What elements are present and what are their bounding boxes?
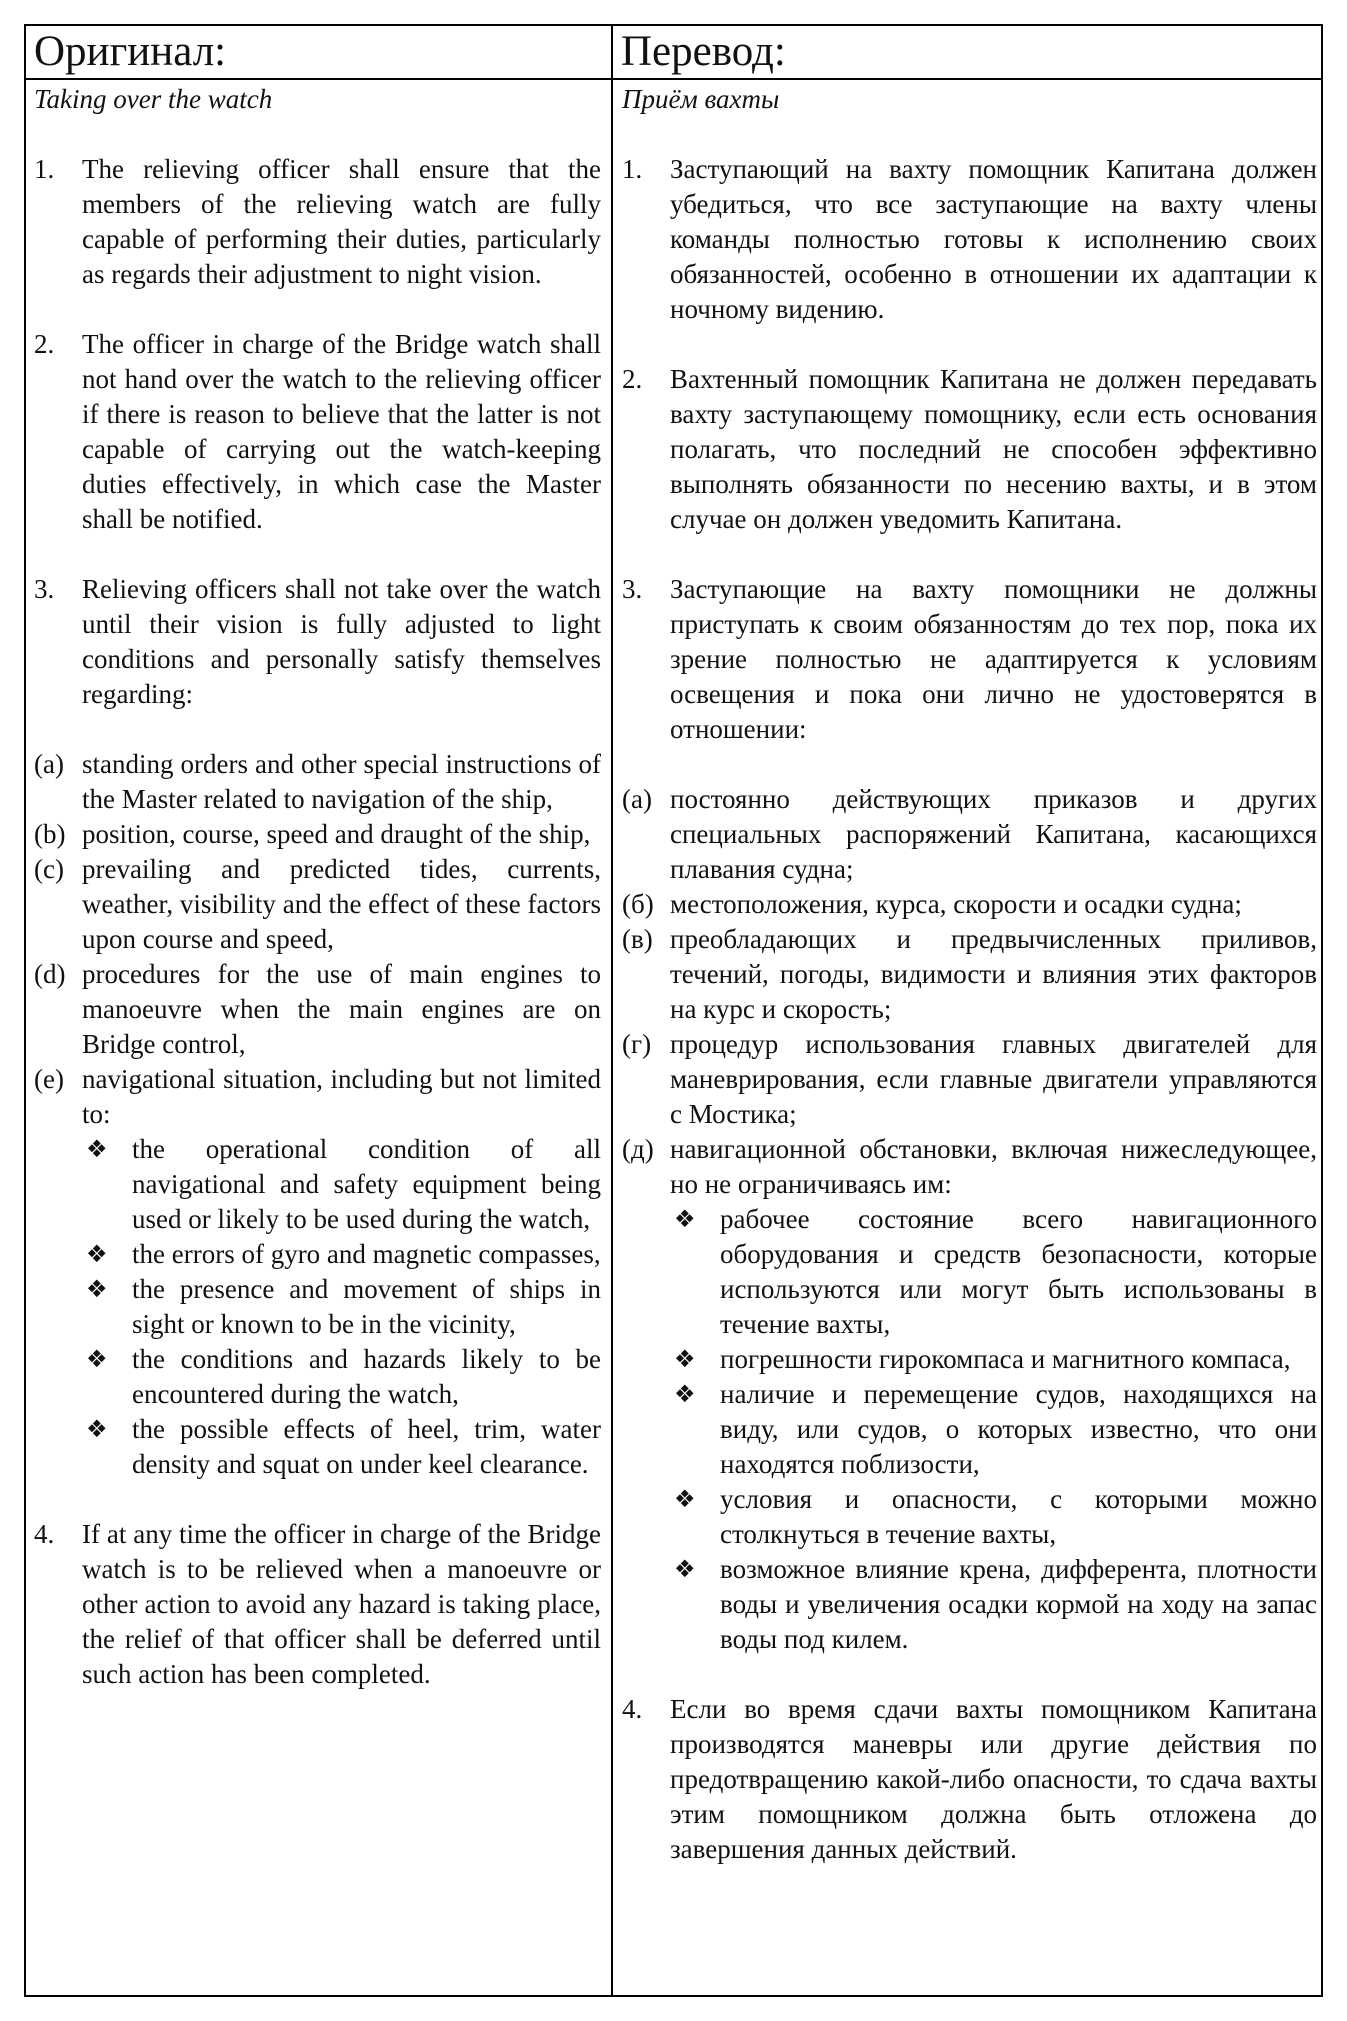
- diamond-bullet-icon: ❖: [674, 1485, 696, 1513]
- sub-item: [622, 922, 1317, 1027]
- item-number: 1.: [34, 154, 55, 184]
- bilingual-table: [24, 24, 1323, 1997]
- section-subtitle: Приём вахты: [622, 84, 780, 114]
- bullet-list: [670, 1202, 1317, 1657]
- sub-item-text: местоположения, курса, скорости и осадки судна;: [670, 889, 1242, 919]
- diamond-bullet-icon: ❖: [674, 1555, 696, 1583]
- sub-item-letter: (г): [622, 1029, 652, 1059]
- diamond-bullet-icon: ❖: [86, 1275, 108, 1303]
- sub-item-text: position, course, speed and draught of the ship,: [82, 819, 591, 849]
- bullet-item: [670, 1377, 1317, 1482]
- sub-item-text: навигационной обстановки, включая нижеследующее, но не ограничиваясь им:: [670, 1134, 1317, 1199]
- bullet-item: [82, 1132, 601, 1237]
- sub-item-text: procedures for the use of main engines to manoeuvre when the main engines are on Bridge control,: [82, 959, 601, 1059]
- sub-item: [34, 852, 601, 957]
- bullet-text: the operational condition of all navigational and safety equipment being used or likely to be used during the watch,: [132, 1134, 601, 1234]
- item-number: 1.: [622, 154, 643, 184]
- translation-column: [622, 82, 1317, 1867]
- sub-item: [622, 782, 1317, 887]
- bullet-item: [82, 1342, 601, 1412]
- list-item: [34, 572, 601, 712]
- sub-item-letter: (d): [34, 959, 66, 989]
- sub-item-text: navigational situation, including but not limited to:: [82, 1064, 601, 1129]
- bullet-text: the presence and movement of ships in sight or known to be in the vicinity,: [132, 1274, 601, 1339]
- item-text: The relieving officer shall ensure that the members of the relieving watch are fully capable of performing their duties, particularly as regards their adjustment to night vision.: [82, 154, 601, 289]
- bullet-text: наличие и перемещение судов, находящихся на виду, или судов, о которых известно, что они находятся поблизости,: [720, 1379, 1317, 1479]
- diamond-bullet-icon: ❖: [86, 1415, 108, 1443]
- bullet-item: [670, 1342, 1317, 1377]
- diamond-bullet-icon: ❖: [674, 1380, 696, 1408]
- sub-item-letter: (a): [34, 749, 64, 779]
- original-column: [34, 82, 601, 1692]
- header-divider: [26, 78, 1321, 80]
- bullet-item: [82, 1272, 601, 1342]
- sub-item-text: преобладающих и предвычисленных приливов, течений, погоды, видимости и влияния этих факторов на курс и скорость;: [670, 924, 1317, 1024]
- bullet-text: возможное влияние крена, дифферента, плотности воды и увеличения осадки кормой на ходу на запас воды под килем.: [720, 1554, 1317, 1654]
- header-translation: Перевод:: [621, 28, 786, 75]
- sub-item-letter: (в): [622, 924, 653, 954]
- list-item: [622, 1692, 1317, 1867]
- bullet-text: условия и опасности, с которыми можно столкнуться в течение вахты,: [720, 1484, 1317, 1549]
- list-item: [34, 152, 601, 292]
- item-text: The officer in charge of the Bridge watch shall not hand over the watch to the relieving officer if there is reason to believe that the latter is not capable of carrying out the watch-keeping duties effectively, in which case the Master shall be notified.: [82, 329, 601, 534]
- bullet-list: [82, 1132, 601, 1482]
- diamond-bullet-icon: ❖: [86, 1135, 108, 1163]
- sub-item-text: prevailing and predicted tides, currents, weather, visibility and the effect of these factors upon course and speed,: [82, 854, 601, 954]
- sub-item-letter: (д): [622, 1134, 654, 1164]
- item-text: Заступающий на вахту помощник Капитана должен убедиться, что все заступающие на вахту члены команды полностью готовы к исполнению своих обязанностей, особенно в отношении их адаптации к ночному видению.: [670, 154, 1317, 324]
- bullet-item: [670, 1202, 1317, 1342]
- bullet-item: [670, 1552, 1317, 1657]
- item-number: 4.: [34, 1519, 55, 1549]
- header-original: Оригинал:: [34, 28, 227, 75]
- bullet-text: the possible effects of heel, trim, water density and squat on under keel clearance.: [132, 1414, 601, 1479]
- diamond-bullet-icon: ❖: [674, 1345, 696, 1373]
- bullet-item: [82, 1237, 601, 1272]
- diamond-bullet-icon: ❖: [674, 1205, 696, 1233]
- sub-item-letter: (б): [622, 889, 654, 919]
- bullet-item: [670, 1482, 1317, 1552]
- diamond-bullet-icon: ❖: [86, 1345, 108, 1373]
- sub-item: [622, 1132, 1317, 1202]
- bullet-text: рабочее состояние всего навигационного оборудования и средств безопасности, которые используются или могут быть использованы в течение вахты,: [720, 1204, 1317, 1339]
- sub-item: [34, 747, 601, 817]
- sub-item: [34, 957, 601, 1062]
- sub-item: [34, 1062, 601, 1132]
- item-text: If at any time the officer in charge of the Bridge watch is to be relieved when a manoeuvre or other action to avoid any hazard is taking place, the relief of that officer shall be deferred until such action has been completed.: [82, 1519, 601, 1689]
- list-item: [622, 362, 1317, 537]
- sub-item-letter: (e): [34, 1064, 64, 1094]
- list-item: [622, 572, 1317, 747]
- item-text: Если во время сдачи вахты помощником Капитана производятся маневры или другие действия по предотвращению какой-либо опасности, то сдача вахты этим помощником должна быть отложена до завершения данных действий.: [670, 1694, 1317, 1864]
- sub-item: [622, 1027, 1317, 1132]
- item-number: 4.: [622, 1694, 643, 1724]
- item-number: 3.: [34, 574, 55, 604]
- sub-item-text: постоянно действующих приказов и других специальных распоряжений Капитана, касающихся плавания судна;: [670, 784, 1317, 884]
- bullet-text: the conditions and hazards likely to be encountered during the watch,: [132, 1344, 601, 1409]
- diamond-bullet-icon: ❖: [86, 1240, 108, 1268]
- sub-item: [34, 817, 601, 852]
- sub-item: [622, 887, 1317, 922]
- sub-item-letter: (c): [34, 854, 64, 884]
- bullet-text: the errors of gyro and magnetic compasses,: [132, 1239, 601, 1269]
- sub-item-letter: (b): [34, 819, 66, 849]
- sub-item-letter: (а): [622, 784, 652, 814]
- item-number: 2.: [34, 329, 55, 359]
- section-subtitle: Taking over the watch: [34, 84, 273, 114]
- list-item: [622, 152, 1317, 327]
- sub-item-text: standing orders and other special instructions of the Master related to navigation of the ship,: [82, 749, 601, 814]
- item-text: Вахтенный помощник Капитана не должен передавать вахту заступающему помощнику, если есть основания полагать, что последний не способен эффективно выполнять обязанности по несению вахты, и в этом случае он должен уведомить Капитана.: [670, 364, 1317, 534]
- item-text: Relieving officers shall not take over the watch until their vision is fully adjusted to light conditions and personally satisfy themselves regarding:: [82, 574, 601, 709]
- column-divider: [611, 26, 613, 1995]
- sub-item-text: процедур использования главных двигателей для маневрирования, если главные двигатели управляются с Мостика;: [670, 1029, 1317, 1129]
- list-item: [34, 327, 601, 537]
- item-number: 3.: [622, 574, 643, 604]
- bullet-text: погрешности гирокомпаса и магнитного компаса,: [720, 1344, 1291, 1374]
- bullet-item: [82, 1412, 601, 1482]
- list-item: [34, 1517, 601, 1692]
- item-text: Заступающие на вахту помощники не должны приступать к своим обязанностям до тех пор, пока их зрение полностью не адаптируется к условиям освещения и пока они лично не удостоверятся в отношении:: [670, 574, 1317, 744]
- item-number: 2.: [622, 364, 643, 394]
